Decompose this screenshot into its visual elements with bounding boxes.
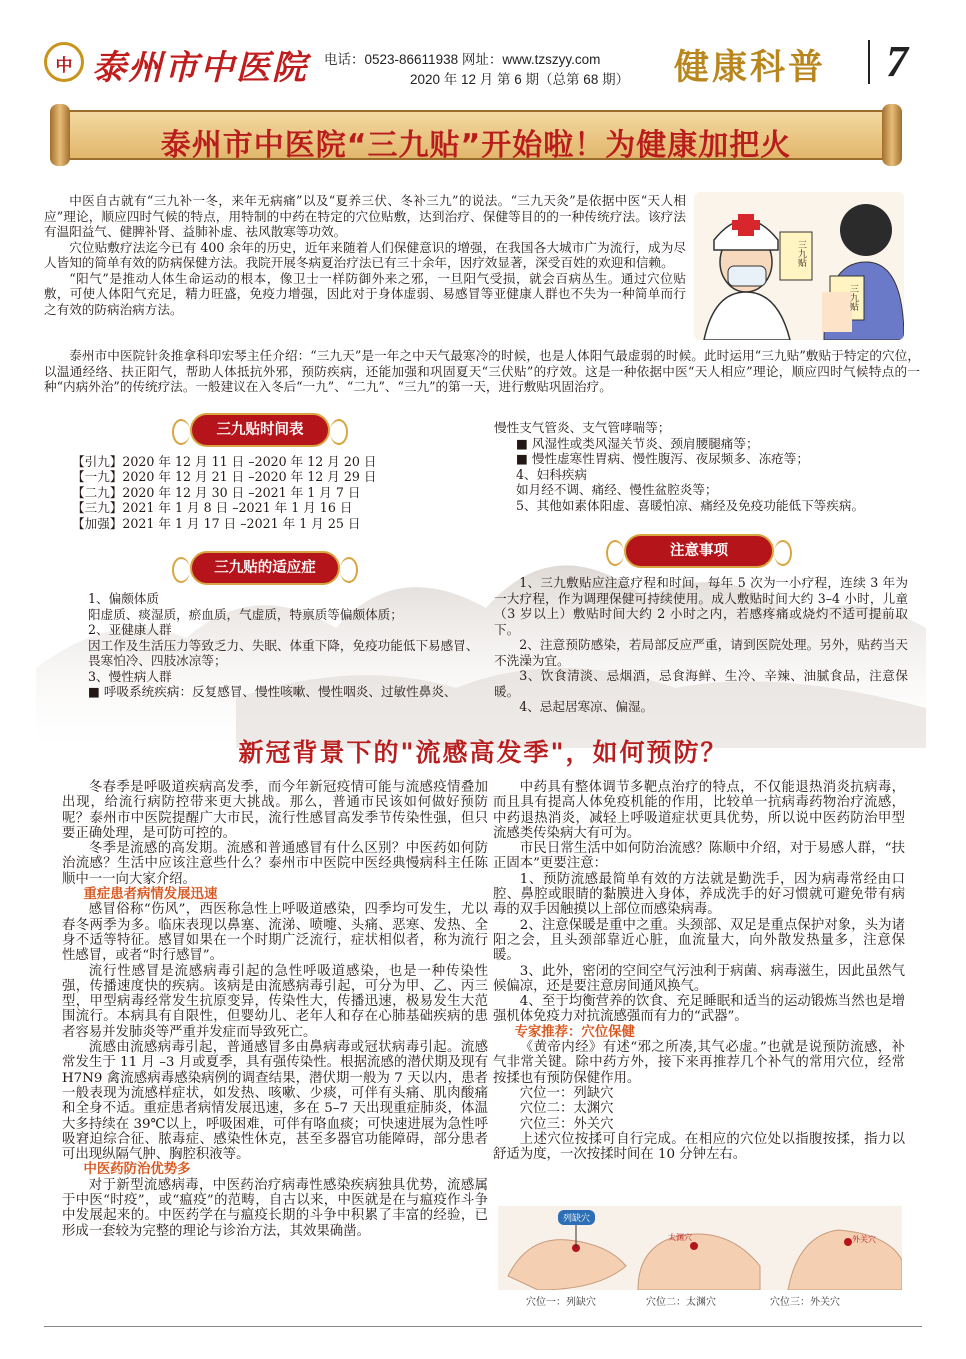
section-name: 健康科普 (674, 48, 827, 88)
acupoint-label: 外关穴 (852, 1235, 876, 1244)
list-item: 如月经不调、痛经、慢性盆腔炎等； (516, 482, 718, 497)
acupoint-label: 太渊穴 (668, 1233, 692, 1242)
list-item: ■ 风湿性或类风湿关节炎、颈肩腰腿痛等； (516, 435, 759, 451)
scroll-roll-left (50, 104, 70, 166)
footer-rule (44, 1326, 922, 1327)
doctor-illustration (694, 192, 904, 340)
notes-badge: 注意事项 (624, 534, 774, 568)
paragraph: 冬季是流感的高发期。流感和普通感冒有什么区别？中医药如何防治流感？生活中应该注意些什么？泰州市中医院中医经典慢病科主任陈顺中一一向大家介绍。 (62, 841, 488, 887)
scroll-body (62, 110, 890, 163)
list-item: 4、妇科疾病 (516, 466, 587, 482)
list-item: 1、偏颇体质 (88, 591, 159, 606)
subheading: 重症患者病情发展迅速 (83, 886, 218, 903)
list-item: 3、饮食清淡、忌烟酒，忌食海鲜、生冷、辛辣、油腻食品，注意保暖。 (494, 668, 908, 699)
list-item: ■ 呼吸系统疾病：反复感冒、慢性咳嗽、慢性咽炎、过敏性鼻炎、 (88, 684, 457, 699)
subheading: 专家推荐：穴位保健 (514, 1023, 635, 1040)
header-divider (868, 40, 870, 84)
paragraph: 2、注意保暖是重中之重。头颈部、双足是重点保护对象，头为诸阳之会，且头颈部靠近心脏，血流量大，向外散发热量多，注意保暖。 (493, 917, 905, 964)
acupoint-caption: 穴位三：外关穴 (770, 1297, 840, 1308)
schedule-item: 【三九】2021 年 1 月 8 日 –2021 年 1 月 16 日 (72, 500, 353, 516)
hospital-logo: 中 (44, 42, 84, 82)
hospital-name: 泰州市中医院 (92, 48, 308, 88)
indication-list (88, 591, 480, 700)
paragraph: 4、至于均衡营养的饮食、充足睡眠和适当的运动锻炼当然也是增强机体免疫力对抗流感强而有力的“武器”。 (493, 994, 905, 1025)
paragraph: 1、预防流感最简单有效的方法就是勤洗手，因为病毒常经由口腔、鼻腔或眼睛的黏膜进入身体，养成洗手的好习惯就可避免带有病毒的双手因触摸以上部位而感染病毒。 (493, 871, 905, 918)
paragraph: 穴位二：太渊穴 (519, 1101, 614, 1117)
paragraph: 中医自古就有“三九补一冬，来年无病痛”以及“夏养三伏、冬补三九”的说法。“三九天灸”是依据中医“天人相应”理论，顺应四时气候的特点，用特制的中药在特定的穴位贴敷，达到治疗、保健等目的的一种传统疗法。该疗法有温阳益气、健脾补肾、益肺补虚、祛风散寒等功效。 (44, 193, 686, 239)
paragraph: 市民日常生活中如何防治流感？陈顺中介绍，对于易感人群，“扶正固本”更要注意： (493, 841, 905, 872)
issue-info: 2020 年 12 月 第 6 期（总第 68 期） (410, 72, 630, 87)
paragraph: 泰州市中医院针灸推拿科印宏琴主任介绍：“三九天”是一年之中天气最寒冷的时候，也是人体阳气最虚弱的时候。此时运用“三九贴”敷贴于特定的穴位，以温通经络、扶正阳气，帮助人体抵抗外邪，预防疾病，还能加强和巩固夏天“三伏贴”的疗效。这是一种依据中医“天人相应”理论，顺应四时气候特点的一种“内病外治”的传统疗法。一般建议在入冬后“一九”、“二九”、“三九”的第一天，进行敷贴巩固治疗。 (44, 348, 920, 394)
notes-list (494, 575, 908, 715)
paragraph: 3、此外，密闭的空间空气污浊利于病菌、病毒滋生，因此虽然气候偏凉，还是要注意房间通风换气。 (493, 963, 905, 994)
indication-list-continued (494, 420, 914, 513)
schedule-item: 【二九】2020 年 12 月 30 日 –2021 年 1 月 7 日 (72, 484, 361, 500)
paragraph: 穴位一：列缺穴 (519, 1085, 614, 1101)
paragraph: 对于新型流感病毒，中医药治疗病毒性感染疾病独具优势，流感属于中医“时疫”，或“瘟疫”的范畴，自古以来，中医就是在与瘟疫作斗争中发展起来的。中医药学在与瘟疫长期的斗争中积累了丰富的经验，已形成一套较为完整的理论与诊治方法，其效果确凿。 (62, 1177, 488, 1239)
paragraph: 中药具有整体调节多靶点治疗的特点，不仅能退热消炎抗病毒，而且具有提高人体免疫机能的作用，比较单一抗病毒药物治疗流感，中药退热消炎，减轻上呼吸道症状更具优势，所以说中医药防治甲型流感类传染病大有可为。 (493, 780, 905, 841)
paragraph: 穴位贴敷疗法迄今已有 400 余年的历史，近年来随着人们保健意识的增强，在我国各大城市广为流行，成为尽人皆知的简单有效的防病保健方法。我院开展冬病夏治疗法已有三十余年，因疗效显著，深受百姓的欢迎和信赖。 (44, 239, 686, 270)
schedule-badge: 三九贴时间表 (190, 413, 330, 447)
schedule-list (72, 454, 376, 531)
list-item: 3、慢性病人群 (88, 668, 172, 684)
masthead (38, 36, 928, 92)
schedule-item: 【加强】2021 年 1 月 17 日 –2021 年 1 月 25 日 (72, 515, 361, 531)
plaster-label: 三九贴 (796, 240, 806, 267)
article2-title: 新冠背景下的"流感高发季"，如何预防？ (238, 738, 728, 767)
list-item: 1、三九敷贴应注意疗程和时间，每年 5 次为一小疗程，连续 3 年为一大疗程，作为调理保健可持续使用。成人敷贴时间大约 3–4 小时，儿童（3 岁以上）敷贴时间大约 2 小时之内，若感疼痛或烧灼不适可提前取下。 (494, 575, 908, 637)
acupoint-label: 列缺穴 (558, 1210, 595, 1225)
list-item: 5、其他如素体阳虚、喜暖怕凉、痛经及免疫功能低下等疾病。 (516, 497, 865, 513)
acupoint-caption: 穴位一：列缺穴 (526, 1297, 596, 1308)
scroll-roll-right (882, 104, 902, 166)
paragraph: 上述穴位按揉可自行完成。在相应的穴位处以指腹按揉，指力以舒适为度，一次按揉时间在 10 分钟左右。 (493, 1131, 905, 1163)
subheading: 中医药防治优势多 (83, 1161, 191, 1178)
list-item: 阳虚质、痰湿质，瘀血质，气虚质，特禀质等偏颇体质； (88, 606, 403, 622)
list-item: 4、忌起居寒凉、偏湿。 (519, 699, 654, 714)
paragraph: 冬春季是呼吸道疾病高发季，而今年新冠疫情可能与流感疫情叠加出现，给流行病防控带来更大挑战。那么，普通市民该如何做好预防呢？泰州市中医院提醒广大市民，流行性感冒高发季节传染性强，但只要正确处理，是可防可控的。 (62, 780, 488, 841)
intro-text (44, 193, 686, 317)
schedule-item: 【一九】2020 年 12 月 21 日 –2020 年 12 月 29 日 (72, 469, 377, 485)
article-title: 泰州市中医院“三九贴”开始啦！为健康加把火 (160, 128, 792, 163)
article2-left-column (62, 780, 488, 1239)
list-item: 慢性支气管炎、支气管哮喘等； (494, 420, 671, 435)
paragraph: 穴位三：外关穴 (519, 1116, 614, 1132)
paragraph: 流行性感冒是流感病毒引起的急性呼吸道感染，也是一种传染性强，传播速度快的疾病。该病是由流感病毒引起，可分为甲、乙、丙三型，甲型病毒经常发生抗原变异，传染性大，传播迅速，极易发生大范围流行。本病具有自限性，但婴幼儿、老年人和存在心肺基础疾病的患者容易并发肺炎等严重并发症而导致死亡。 (62, 963, 488, 1040)
contact-info: 电话：0523-86611938 网址：www.tzszyy.com (324, 52, 601, 67)
acupoint-images (498, 1206, 902, 1290)
indication-badge: 三九贴的适应症 (190, 551, 340, 585)
list-item: 因工作及生活压力等致乏力、失眠、体重下降，免疫功能低下易感冒、畏寒怕冷、四肢冰凉等； (88, 637, 479, 668)
intro-text-full (44, 348, 920, 395)
list-item: 2、亚健康人群 (88, 622, 172, 637)
list-item: 2、注意预防感染，若局部反应严重，请到医院处理。另外，贴药当天不洗澡为宜。 (494, 637, 908, 668)
acupoint-caption: 穴位二：太渊穴 (646, 1297, 716, 1308)
plaster-label: 三九贴 (848, 284, 858, 311)
paragraph: “阳气”是推动人体生命运动的根本，像卫士一样防御外来之邪，一旦阳气受损，就会百病丛生。通过穴位贴敷，可使人体阳气充足，精力旺盛，免疫力增强，因此对于身体虚弱、易感冒等亚健康人群也不失为一种简单而行之有效的防病治病方法。 (44, 270, 686, 317)
title-banner (50, 104, 902, 166)
paragraph: 《黄帝内经》有述“邪之所凑,其气必虚。”也就是说预防流感，补气非常关键。除中药方外，接下来再推荐几个补气的常用穴位，经常按揉也有预防保健作用。 (493, 1040, 905, 1086)
paragraph: 流感由流感病毒引起，普通感冒多由鼻病毒或冠状病毒引起。流感常发生于 11 月 –3 月或夏季，具有强传染性。根据流感的潜伏期及现有 H7N9 禽流感病毒感染病例的调查结果，潜伏期一般为 7 天以内，患者一般表现为流感样症状，如发热、咳嗽、少痰，可伴有头痛、肌肉酸痛和全身不适。重症患者病情发展迅速，多在 5–7 天出现重症肺炎，体温大多持续在 39℃以上，呼吸困难，可伴有咯血痰；可快速进展为急性呼吸窘迫综合征、脓毒症、感染性休克，甚至多器官功能障碍，部分患者可出现纵隔气肿、胸腔积液等。 (62, 1040, 488, 1163)
paragraph: 感冒俗称“伤风”，西医称急性上呼吸道感染，四季均可发生，尤以春冬两季为多。临床表现以鼻塞、流涕、喷嚏、头痛、恶寒、发热、全身不适等特征。感冒如果在一个时期广泛流行，症状相似者，称为流行性感冒，或者“时行感冒”。 (62, 902, 488, 964)
page-number: 7 (886, 37, 908, 86)
schedule-item: 【引九】2020 年 12 月 11 日 –2020 年 12 月 20 日 (72, 454, 377, 469)
article2-right-column (493, 780, 905, 1162)
list-item: ■ 慢性虚寒性胃病、慢性腹泻、夜尿频多、冻疮等； (516, 451, 809, 466)
